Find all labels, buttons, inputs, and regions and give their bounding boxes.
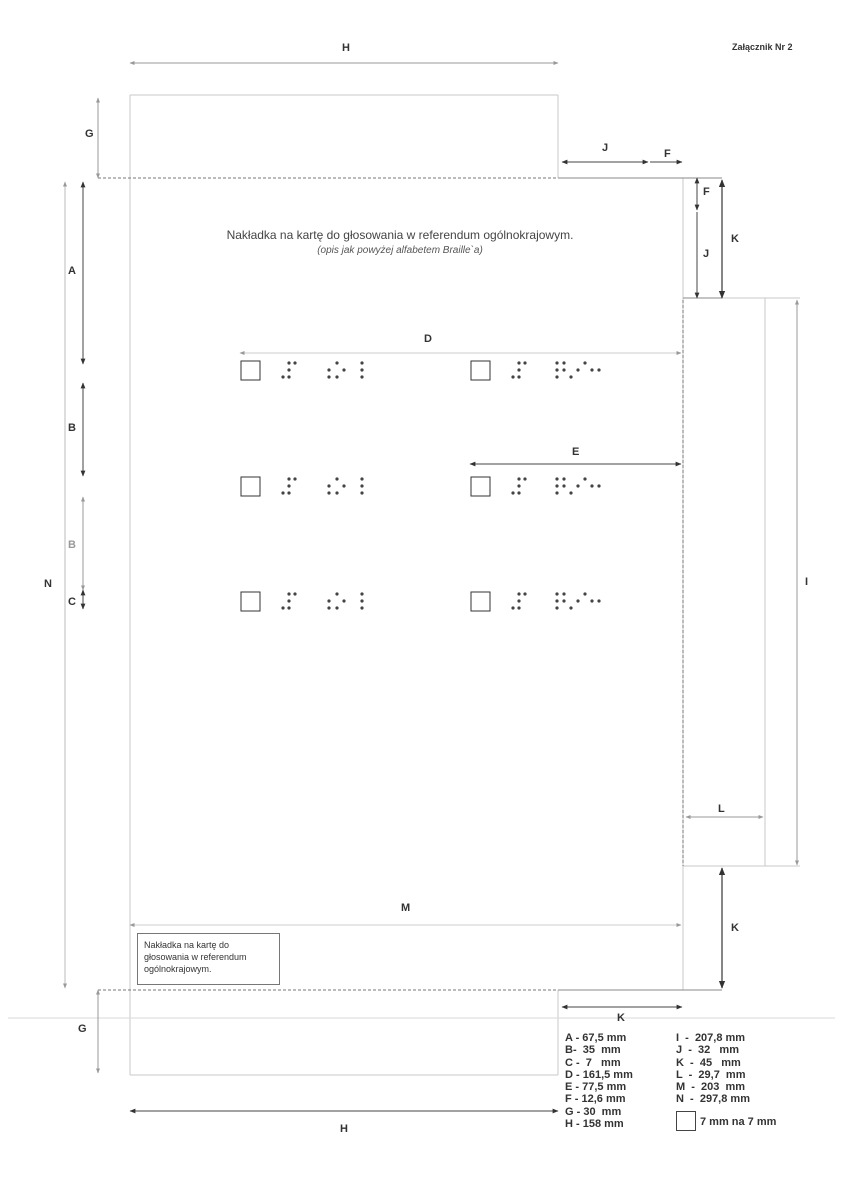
fold-lines [98, 178, 683, 990]
dim-label-k-bottom: K [731, 922, 739, 934]
voting-square [241, 592, 260, 611]
voting-square [241, 477, 260, 496]
dim-label-e: E [572, 446, 580, 458]
overlay-label-box: Nakładka na kartę do głosowania w referendum ogólnokrajowym. [137, 933, 280, 985]
dim-label-i: I [805, 576, 809, 588]
dim-label-f-side: F [703, 186, 710, 198]
legend-item: C - 7 mm [565, 1056, 621, 1069]
dim-label-b-1: B [68, 422, 76, 434]
voting-square [471, 592, 490, 611]
braille-cell-tak [281, 361, 363, 378]
legend-item: N - 297,8 mm [676, 1093, 750, 1106]
legend-item: M - 203 mm [676, 1081, 746, 1094]
dim-label-m: M [401, 902, 411, 914]
legend-item: J - 32 mm [676, 1044, 739, 1057]
overlay-title: Nakładka na kartę do głosowania w referendum ogólnokrajowym. [226, 228, 574, 242]
braille-cell-tak [281, 592, 363, 609]
braille-cell-nie [511, 477, 600, 494]
voting-squares [241, 361, 490, 611]
dim-label-h-top: H [342, 42, 350, 54]
legend-item: F - 12,6 mm [565, 1093, 626, 1106]
voting-square [471, 477, 490, 496]
dim-label-n: N [44, 578, 52, 590]
square-sample [676, 1111, 696, 1131]
legend-item: D - 161,5 mm [565, 1068, 633, 1081]
dim-label-d: D [424, 333, 432, 345]
legend-item: L - 29,7 mm [676, 1068, 746, 1081]
legend-item: H - 158 mm [565, 1118, 624, 1131]
legend-right [676, 1032, 750, 1106]
dim-label-j-top: J [602, 142, 609, 154]
legend-item: A - 67,5 mm [565, 1032, 627, 1044]
fold-lines-solid [8, 178, 835, 1018]
legend-left [565, 1032, 633, 1130]
attachment-number: Załącznik Nr 2 [732, 42, 793, 52]
legend-item: E - 77,5 mm [565, 1081, 627, 1094]
dim-label-j-side: J [703, 248, 710, 260]
legend-item: B- 35 mm [565, 1044, 621, 1057]
overlay-subtitle: (opis jak powyżej alfabetem Braille`a) [317, 245, 483, 256]
voting-square [471, 361, 490, 380]
dim-label-g-top: G [85, 128, 94, 140]
dim-label-a: A [68, 265, 76, 277]
legend-item: I - 207,8 mm [676, 1032, 746, 1044]
dim-label-f-top: F [664, 148, 671, 160]
dim-label-k-top: K [731, 233, 739, 245]
dim-label-c: C [68, 596, 76, 608]
legend-item: G - 30 mm [565, 1105, 622, 1118]
braille-dots [281, 361, 600, 609]
braille-cell-nie [511, 592, 600, 609]
legend-item: K - 45 mm [676, 1056, 741, 1069]
dim-label-l: L [718, 803, 725, 815]
dim-label-g-bottom: G [78, 1023, 87, 1035]
dim-label-b-2: B [68, 539, 76, 551]
braille-cell-tak [281, 477, 363, 494]
overlay-outline [130, 95, 800, 1075]
braille-cell-nie [511, 361, 600, 378]
dim-label-k-horizontal: K [617, 1012, 625, 1024]
square-size-note: 7 mm na 7 mm [700, 1116, 777, 1128]
dim-label-h-bottom: H [340, 1123, 348, 1135]
voting-square [241, 361, 260, 380]
